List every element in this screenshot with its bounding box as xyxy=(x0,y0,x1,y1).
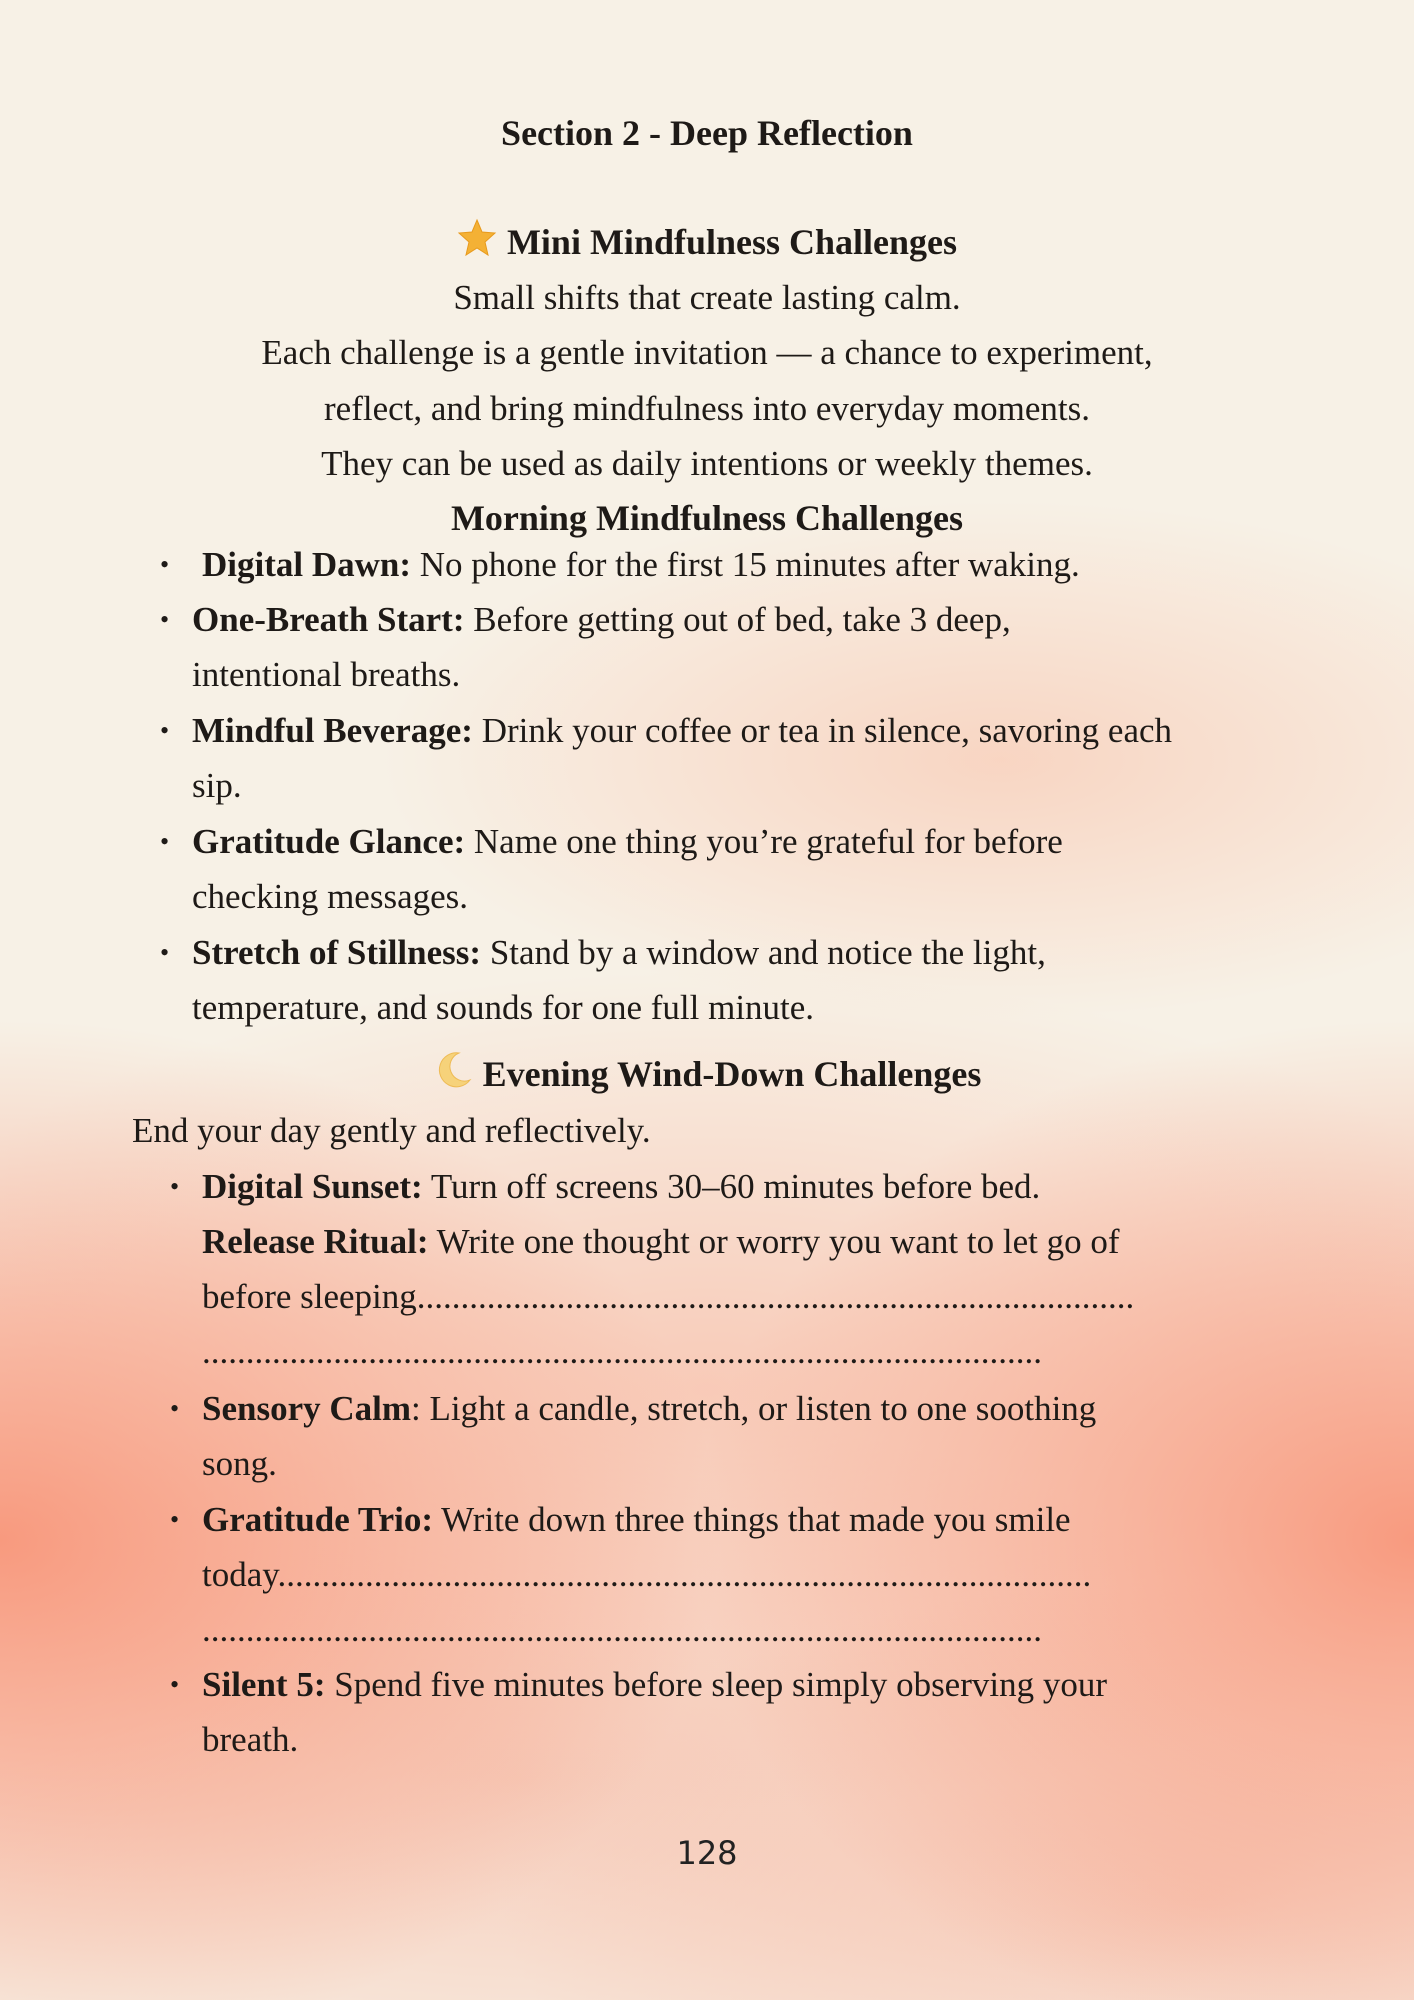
item-title: Gratitude Trio: xyxy=(202,1500,434,1539)
item-text-continued: before sleeping.................................................................................. xyxy=(202,1277,1135,1316)
item-text: : Light a candle, stretch, or listen to one soothing xyxy=(411,1389,1097,1428)
item-title: Digital Dawn: xyxy=(202,545,412,584)
bullet: • xyxy=(160,716,170,745)
writing-line[interactable]: .................................................................................. xyxy=(416,1277,1135,1316)
bullet: • xyxy=(160,550,170,579)
evening-intro: End your day gently and reflectively. xyxy=(132,1111,651,1150)
item-text: No phone for the first 15 minutes after waking. xyxy=(411,545,1080,584)
item-text: Write down three things that made you smile xyxy=(433,1500,1071,1539)
item-text-continued: breath. xyxy=(202,1720,299,1759)
item-title: Sensory Calm xyxy=(202,1389,412,1428)
item-title: Stretch of Stillness: xyxy=(192,933,482,972)
item-text-continued: intentional breaths. xyxy=(192,655,461,694)
item-text: Drink your coffee or tea in silence, savoring each xyxy=(472,711,1173,750)
item-title: Gratitude Glance: xyxy=(192,822,466,861)
bullet: • xyxy=(160,827,170,856)
item-text: Turn off screens 30–60 minutes before bed. xyxy=(422,1167,1041,1206)
mini-mindfulness-heading xyxy=(0,218,1414,267)
crescent-moon-icon xyxy=(433,1050,473,1099)
item-text-continued: checking messages. xyxy=(192,877,469,916)
bullet: • xyxy=(170,1505,180,1534)
star-icon xyxy=(457,218,497,267)
mini-mindfulness-title: Mini Mindfulness Challenges xyxy=(506,222,958,262)
item-text: Name one thing you’re grateful for before xyxy=(465,822,1063,861)
writing-line[interactable]: ................................................................................................ xyxy=(202,1610,1042,1649)
evening-title: Evening Wind-Down Challenges xyxy=(482,1054,982,1094)
item-title: Mindful Beverage: xyxy=(192,711,473,750)
item-text-continued: song. xyxy=(202,1444,277,1483)
evening-heading xyxy=(0,1050,1414,1099)
intro-line: Each challenge is a gentle invitation — a chance to experiment, xyxy=(261,333,1153,372)
item-text-continued: temperature, and sounds for one full minute. xyxy=(192,988,815,1027)
item-text-continued: sip. xyxy=(192,766,242,805)
bullet: • xyxy=(160,938,170,967)
bullet: • xyxy=(170,1394,180,1423)
section-title: Section 2 - Deep Reflection xyxy=(501,113,913,153)
intro-line: reflect, and bring mindfulness into everyday moments. xyxy=(324,389,1090,428)
item-text: Spend five minutes before sleep simply observing your xyxy=(325,1665,1108,1704)
writing-line[interactable]: ................................................................................................ xyxy=(202,1332,1042,1371)
item-text: Write one thought or worry you want to let go of xyxy=(428,1222,1120,1261)
intro-line: They can be used as daily intentions or weekly themes. xyxy=(321,444,1093,483)
bullet: • xyxy=(160,605,170,634)
intro-subtitle: Small shifts that create lasting calm. xyxy=(453,278,961,317)
item-text: Before getting out of bed, take 3 deep, xyxy=(464,600,1011,639)
bullet: • xyxy=(170,1670,180,1699)
item-title: Digital Sunset: xyxy=(202,1167,423,1206)
bullet: • xyxy=(170,1172,180,1201)
morning-heading: Morning Mindfulness Challenges xyxy=(450,498,964,538)
release-ritual xyxy=(202,1214,1382,1269)
item-title: Release Ritual: xyxy=(202,1222,429,1261)
writing-line[interactable]: ............................................................................................. xyxy=(277,1555,1092,1594)
item-text-continued: today............................................................................................. xyxy=(202,1555,1092,1594)
item-title: Silent 5: xyxy=(202,1665,326,1704)
item-text: Stand by a window and notice the light, xyxy=(481,933,1046,972)
item-title: One-Breath Start: xyxy=(192,600,465,639)
page-number: 128 xyxy=(676,1834,738,1872)
